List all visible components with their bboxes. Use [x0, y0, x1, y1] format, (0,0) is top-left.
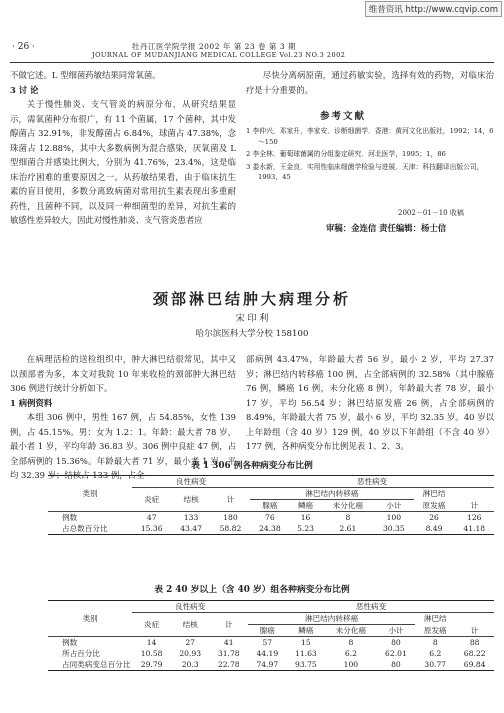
table-header-total2: 计: [455, 500, 494, 512]
table-header-spacer: [455, 488, 494, 500]
table-cell: 8.49: [425, 524, 443, 533]
table-header-inflammation: 炎症: [144, 620, 160, 629]
table-row: [48, 659, 494, 671]
table-cell: 41: [223, 638, 234, 647]
table-header-subtotal: 小计: [374, 500, 413, 512]
table-header-adeno: 腺癌: [248, 625, 287, 637]
table-header-subtotal: 小计: [377, 625, 416, 637]
header-rule: [10, 62, 494, 63]
table-cell: 30.77: [424, 660, 447, 669]
prev-article-heading: 3 讨 论: [10, 84, 39, 95]
table-cell: 100: [343, 660, 359, 669]
table-cell: 20.3: [181, 660, 199, 669]
table-cell: 47: [146, 513, 157, 522]
table-header-undiff: 未分化癌: [325, 625, 376, 637]
table-header-squam: 鳞癌: [290, 500, 322, 512]
table-header-malignant: 恶性病变: [250, 476, 494, 488]
table-header-total: 计: [224, 620, 233, 629]
prev-article-paragraph: 不做它述。L 型细菌药敏结果同常氧菌。: [10, 70, 161, 80]
table-cell: 5.23: [297, 524, 315, 533]
table-cell: 20.93: [179, 649, 202, 658]
table-header-adeno: 腺癌: [250, 500, 289, 512]
table-header-category: 类别: [82, 614, 98, 623]
table-header-lymph-node: 淋巴结: [422, 489, 446, 499]
prev-article-paragraph: 关于慢性肺炎、支气管炎的病原分布，从研究结果显示，需氧菌种分布很广，有 11 个菌属，17 个菌种，其中发醇菌占 32.91%，非发醇菌占 6.84%，球菌占 47.38%，念珠菌占 12.88%，其中大多数病例为混合感染，厌氧菌及 L 型细菌合并感染比例大，分别为 41.76%，23.4%，这是临床治疗困难的重要原因之一。从药敏结果看，由于临床抗生素的盲目使用，多数分离致病菌对常用抗生素表现出多重耐药性，且菌种不同，以及同一种细菌型的差异，对抗生素的敏感性差异较大，因此对慢性肺炎、支气管炎患者应: [10, 99, 236, 225]
table-row-label: 占同类病变总百分比: [62, 660, 131, 669]
table-cell: 62.01: [385, 649, 407, 658]
table-cell: 29.79: [140, 660, 163, 669]
table-header-benign: 良性病变: [132, 476, 250, 488]
article-paragraph: 在病理活检的送检组织中，肿大淋巴结很常见，其中又以颈部者为多，本文对我院 10 年来收检的颈部肿大淋巴结 306 例进行统计分析如下。: [10, 354, 236, 393]
table2: [48, 600, 494, 671]
table-cell: 22.78: [217, 660, 240, 669]
table-cell: 100: [386, 513, 402, 522]
references-title: 参考文献: [320, 111, 367, 122]
table-cell: 27: [185, 638, 196, 647]
table-header-primary_ca: 原发癌: [414, 500, 455, 512]
table-header-squam: 鳞癌: [287, 625, 326, 637]
table-header-spacer: [455, 613, 494, 625]
table-row-label: 例数: [62, 513, 78, 522]
table-cell: 11.63: [295, 649, 317, 658]
table2-caption: 表 2 40 岁以上（含 40 岁）组各种病变分布比例: [154, 585, 350, 595]
table-header-metastatic: 淋巴结内转移癌: [250, 488, 413, 500]
table-row: [48, 637, 494, 649]
table-cell: 15: [301, 638, 311, 647]
table-cell: 180: [223, 513, 238, 522]
table-header-category: 类别: [82, 489, 98, 498]
reference-item: 2 李全林．葡萄球菌属的分组鉴定研究．河北医学，1995；1，86: [246, 150, 446, 158]
table-cell: 88: [469, 638, 480, 647]
table-row: [48, 648, 494, 659]
table-row-label: 占总数百分比: [62, 524, 108, 533]
journal-header-en: JOURNAL OF MUDANJIANG MEDICAL COLLEGE Vol.23 NO.3 2002: [92, 51, 346, 59]
page-number: · 26 ·: [12, 42, 35, 52]
prev-article-left-column: [10, 68, 236, 228]
article-author: 宋 印 利: [235, 314, 269, 324]
journal-header-cn: 牡丹江医学院学报 2002 年 第 23 卷 第 3 期: [132, 42, 296, 51]
table-cell: 24.38: [258, 524, 281, 533]
reference-item: 3 娄水新，王金良．实用性临床细菌学检验与进展．天津：科技翻译出版公司，1993，45: [246, 162, 484, 181]
table-cell: 74.97: [256, 660, 279, 669]
table-header-inflammation: 炎症: [144, 495, 160, 504]
table-cell: 14: [146, 638, 157, 647]
table-cell: 133: [183, 513, 199, 522]
article-heading: 1 病例资料: [10, 397, 53, 408]
table-cell: 126: [467, 513, 482, 522]
article-paragraph: 本组 306 例中，男性 167 例，占 54.85%，女性 139 例，占 45.15%。男：女为 1.2：1。年龄：最大者 78 岁，最小者 1 岁，平均年龄 36.83 岁。306 例中良症 47 例，占全部病例的 15.36%。年龄最大者 71 岁，最小者 1 岁，平均 32.39 岁；结核占 133 例，占全: [10, 412, 236, 480]
table-header-total2: 计: [455, 625, 494, 637]
table-cell: 6.2: [344, 649, 357, 658]
table-row: [48, 512, 494, 524]
table-cell: 10.58: [140, 649, 163, 658]
table-cell: 69.84: [463, 660, 486, 669]
table-cell: 80: [391, 660, 401, 669]
table-cell: 58.82: [219, 524, 242, 533]
table1-caption: 表 1 306 例各种病变分布比例: [191, 461, 313, 471]
table-cell: 6.2: [429, 649, 442, 658]
table1: [48, 475, 494, 535]
review-credits: 审稿：金连信 责任编辑：杨士信: [326, 223, 447, 233]
table-cell: 30.35: [382, 524, 405, 533]
table-cell: 76: [265, 513, 275, 522]
table-header-benign: 良性病变: [132, 601, 248, 613]
received-date: 2002－01－10 收稿: [398, 209, 464, 217]
article-right-text: 部病例 43.47%，年龄最大者 56 岁，最小 2 岁，平均 27.37 岁；淋巴结内转移癌 100 例，占全部病例的 32.58%（其中腺癌 76 例，鳞癌 16 例，未分化癌 8 例），年龄最大者 78 岁，最小 17 岁，平均 56.54 岁；淋巴结原发癌 26 例，占全部病例的 8.49%，年龄最大者 75 岁，最小 6 岁，平均 32.35 岁。40 岁以上年龄组（含 40 岁）129 例，40 岁以下年龄组（不含 40 岁）177 例，各种病变分布比例见表 1、2、3。: [246, 354, 494, 451]
table-row-label: 所占百分比: [62, 649, 100, 658]
table-header-undiff: 未分化癌: [322, 500, 375, 512]
table-cell: 15.36: [140, 524, 163, 533]
table-cell: 8: [345, 513, 351, 522]
table-header-primary_ca: 原发癌: [415, 625, 455, 637]
table-cell: 68.22: [463, 649, 486, 658]
table-cell: 8: [432, 638, 438, 647]
table-cell: 57: [262, 638, 273, 647]
table-cell: 41.18: [463, 524, 486, 533]
table-cell: 43.47: [180, 524, 202, 533]
article-right-column: [246, 352, 494, 454]
table-cell: 44.19: [256, 649, 279, 658]
table-cell: 2.61: [339, 524, 357, 533]
table-cell: 80: [391, 638, 401, 647]
watermark-badge: 维普资讯 http://www.cqvip.com: [365, 1, 502, 17]
article-affiliation: 哈尔滨医科大学分校 158100: [195, 329, 309, 339]
table-row-label: 例数: [62, 638, 78, 647]
references-list: [246, 126, 494, 185]
table-row: [48, 523, 494, 535]
table-header-metastatic: 淋巴结内转移癌: [248, 613, 415, 625]
reference-item: 1 李仲兴，邓家升，李家安．诊断细菌学．香港：黄河文化出版社，1992；14，6～150: [246, 127, 494, 146]
table-cell: 93.75: [295, 660, 317, 669]
table-header-lymph-node: 淋巴结: [423, 614, 447, 624]
article-title: 颈部淋巴结肿大病理分析: [152, 290, 351, 308]
prev-article-conclusion: 尽快分离病原菌，通过药敏实验，选择有效的药物，对临床治疗是十分重要的。: [246, 70, 494, 95]
table-cell: 8: [348, 638, 354, 647]
table-cell: 31.78: [217, 649, 240, 658]
table-cell: 26: [429, 513, 439, 522]
table-cell: 16: [300, 513, 311, 522]
table-header-tuberculosis: 结核: [183, 495, 199, 504]
table-header-tuberculosis: 结核: [182, 620, 198, 629]
table-header-total: 计: [226, 495, 235, 504]
table-header-malignant: 恶性病变: [248, 601, 494, 613]
prev-article-right-column: [246, 68, 494, 97]
